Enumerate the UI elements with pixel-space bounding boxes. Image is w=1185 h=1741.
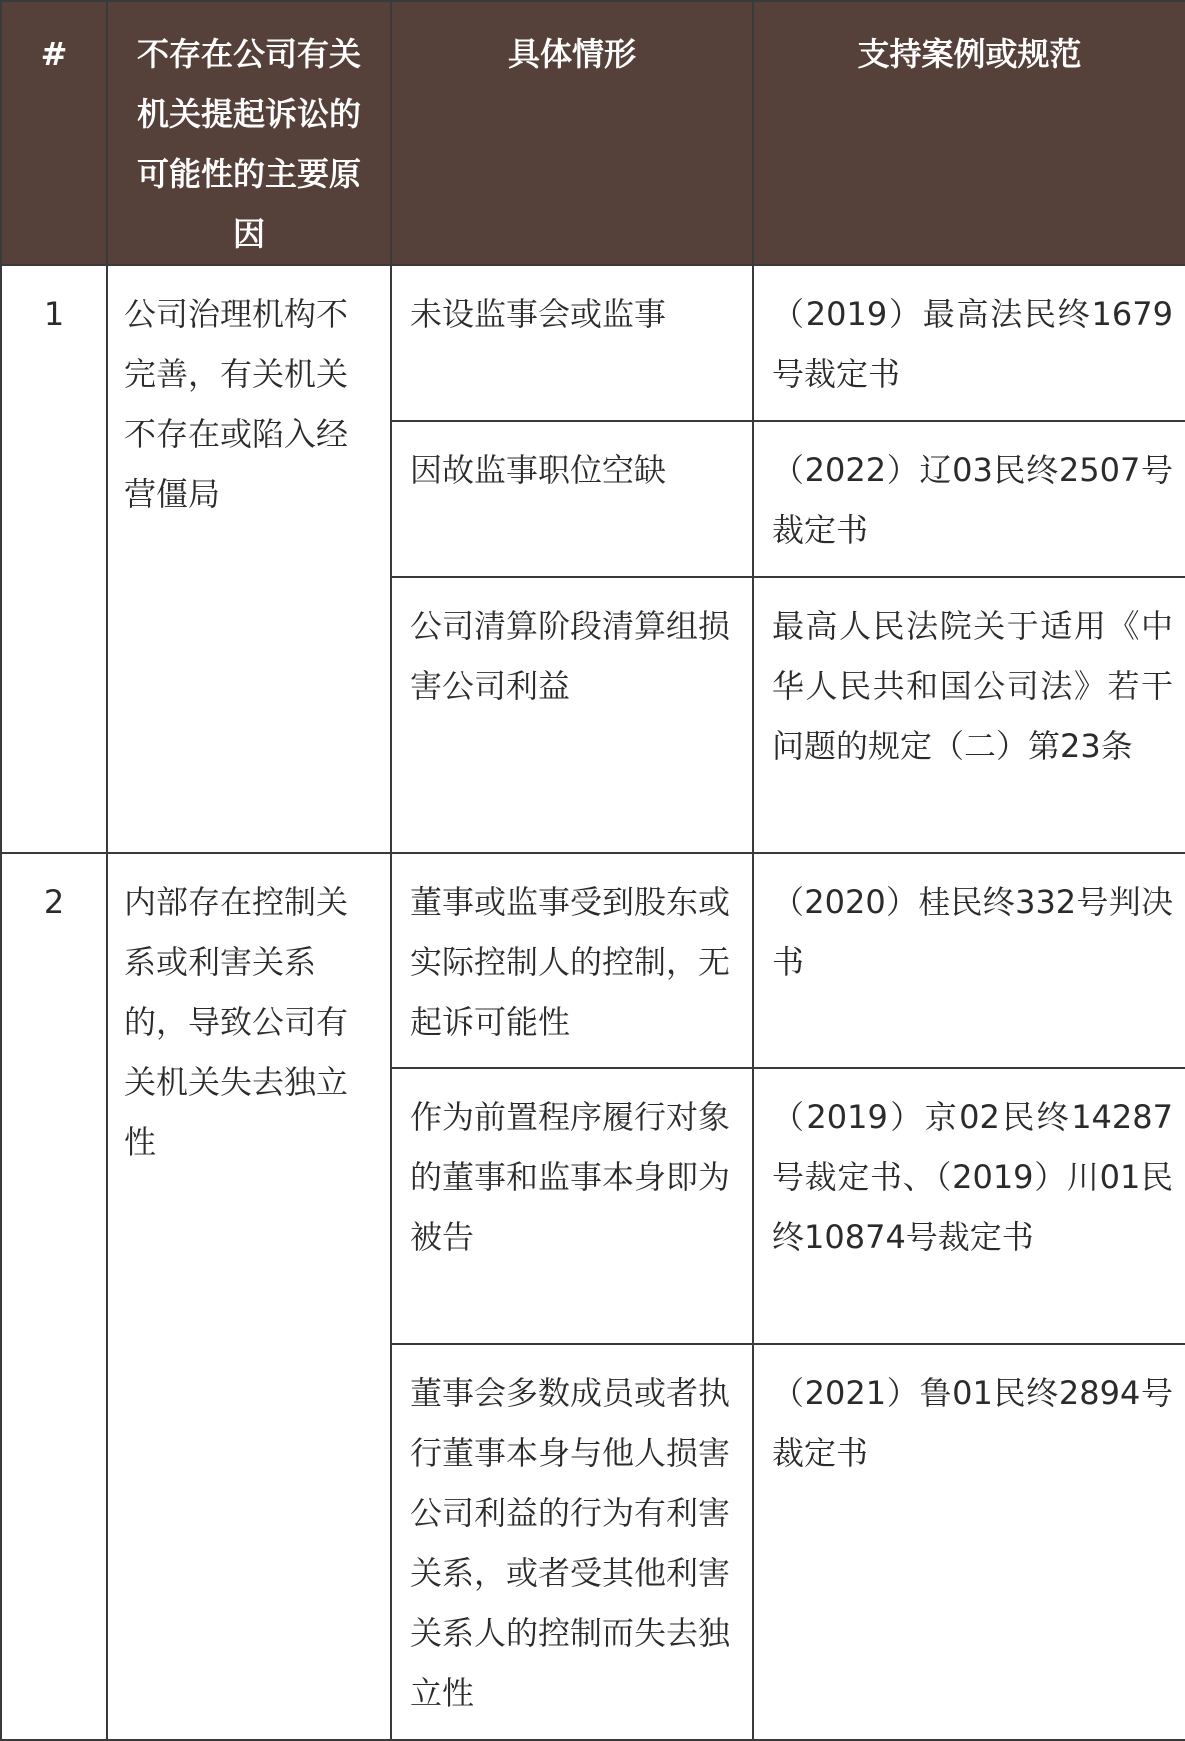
header-num	[1, 1, 107, 265]
reference-text: （2019）最高法民终1679号裁定书	[772, 295, 1173, 393]
reference-cell	[753, 853, 1185, 1068]
reference-cell	[753, 1068, 1185, 1344]
reference-cell	[753, 421, 1185, 577]
group-1-num-text: 1	[43, 295, 65, 333]
situation-cell	[391, 421, 753, 577]
header-reference-label: 支持案例或规范	[857, 35, 1082, 73]
situation-text: 公司清算阶段清算组损害公司利益	[410, 607, 731, 705]
situation-cell	[391, 1068, 753, 1344]
header-num-label: #	[40, 35, 68, 73]
table-row	[1, 853, 1185, 1068]
header-row	[1, 1, 1185, 265]
situation-cell	[391, 1344, 753, 1740]
header-reference	[753, 1, 1185, 265]
group-1-num	[1, 265, 107, 853]
situation-text: 因故监事职位空缺	[410, 451, 667, 489]
situation-cell	[391, 853, 753, 1068]
reference-cell	[753, 577, 1185, 853]
header-situation	[391, 1, 753, 265]
reference-text: （2022）辽03民终2507号裁定书	[772, 451, 1173, 549]
header-reason-label: 不存在公司有关机关提起诉讼的可能性的主要原因	[136, 35, 361, 253]
situation-cell	[391, 577, 753, 853]
group-1-reason-text: 公司治理机构不完善，有关机关不存在或陷入经营僵局	[124, 295, 349, 513]
situation-text: 未设监事会或监事	[410, 295, 667, 333]
group-2-num-text: 2	[43, 883, 65, 921]
reference-text: （2020）桂民终332号判决书	[772, 883, 1173, 981]
header-reason	[107, 1, 391, 265]
situation-text: 董事或监事受到股东或实际控制人的控制，无起诉可能性	[410, 883, 731, 1041]
group-2-reason	[107, 853, 391, 1740]
reference-cell	[753, 1344, 1185, 1740]
reference-text: （2021）鲁01民终2894号裁定书	[772, 1374, 1173, 1472]
group-2-reason-text: 内部存在控制关系或利害关系的，导致公司有关机关失去独立性	[124, 883, 349, 1161]
situation-text: 董事会多数成员或者执行董事本身与他人损害公司利益的行为有利害关系，或者受其他利害关系人的控制而失去独立性	[410, 1374, 731, 1712]
reference-text: 最高人民法院关于适用《中华人民共和国公司法》若干问题的规定（二）第23条	[772, 607, 1173, 765]
table-header	[1, 1, 1185, 265]
situation-cell	[391, 265, 753, 421]
group-1-reason	[107, 265, 391, 853]
situation-text: 作为前置程序履行对象的董事和监事本身即为被告	[410, 1098, 731, 1256]
table-row	[1, 265, 1185, 421]
reference-text: （2019）京02民终14287号裁定书、（2019）川01民终10874号裁定书	[772, 1098, 1173, 1256]
reference-cell	[753, 265, 1185, 421]
group-2-num	[1, 853, 107, 1740]
table-body	[1, 265, 1185, 1740]
header-situation-label: 具体情形	[507, 35, 636, 73]
